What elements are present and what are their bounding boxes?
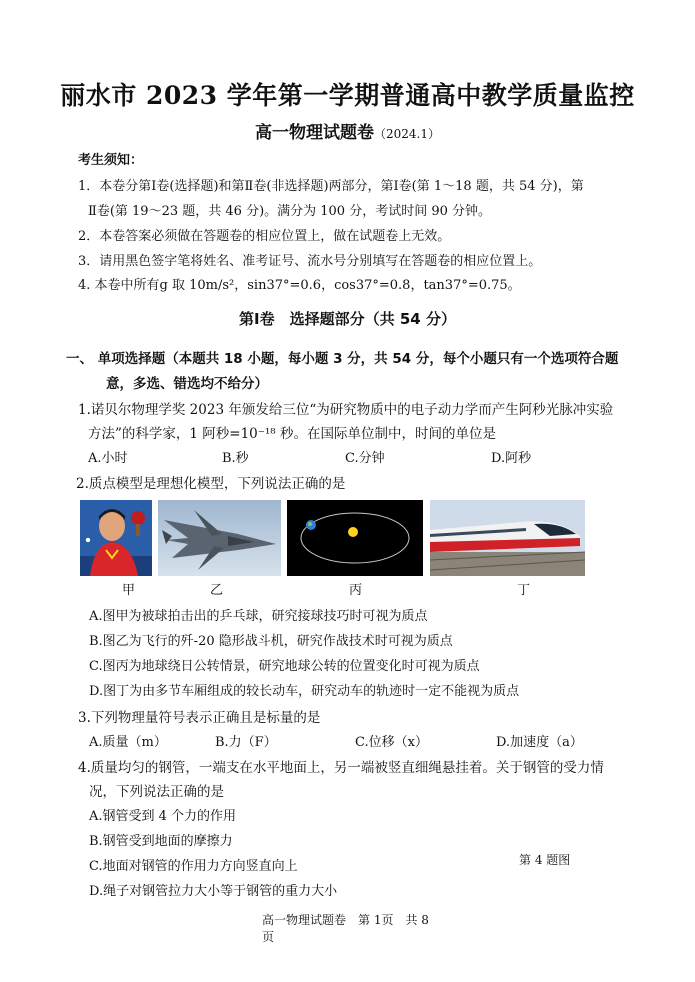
q1-option-b: B.秒 — [222, 451, 249, 466]
caption-ding: 丁 — [517, 583, 531, 598]
q1-option-c: C.分钟 — [345, 451, 385, 466]
q3-option-a: A.质量（m） — [89, 735, 167, 750]
notice-line-1: 1．本卷分第Ⅰ卷(选择题)和第Ⅱ卷(非选择题)两部分，第Ⅰ卷(第 1～18 题，共 54 分)，第 — [78, 179, 584, 194]
question-1-line-2: 方法”的科学家，1 阿秒=10⁻¹⁸ 秒。在国际单位制中，时间的单位是 — [88, 426, 497, 442]
question-4-line-1: 4.质量均匀的钢管，一端支在水平地面上，另一端被竖直细绳悬挂着。关于钢管的受力情 — [78, 760, 604, 776]
q4-option-a: A.钢管受到 4 个力的作用 — [89, 809, 237, 824]
q2-option-c: C.图丙为地球绕日公转情景，研究地球公转的位置变化时可视为质点 — [89, 659, 480, 674]
page-title: 丽水市 2023 学年第一学期普通高中教学质量监控 — [60, 81, 635, 110]
question-1-line-1: 1.诺贝尔物理学奖 2023 年颁发给三位“为研究物质中的电子动力学而产生阿秒光脉冲实验 — [78, 402, 614, 418]
fighter-jet-photo — [158, 500, 281, 576]
part-instruction-line-2: 意，多选、错选均不给分） — [106, 376, 268, 392]
question-4-line-2: 况，下列说法正确的是 — [89, 784, 224, 800]
q1-option-a: A.小时 — [88, 451, 128, 466]
figure-4-label: 第 4 题图 — [519, 853, 571, 867]
q3-option-b: B.力（F） — [215, 735, 277, 750]
subtitle-text: 高一物理试题卷 — [255, 123, 374, 143]
notice-line-3: 3．请用黑色签字笔将姓名、准考证号、流水号分别填写在答题卷的相应位置上。 — [78, 254, 542, 269]
notice-heading: 考生须知： — [78, 153, 144, 168]
section-title: 第Ⅰ卷 选择题部分（共 54 分） — [239, 310, 456, 328]
footer-page-line-2: 页 — [262, 930, 275, 944]
part-instruction-line-1: 一、 单项选择题（本题共 18 小题，每小题 3 分，共 54 分，每个小题只有一个选项符合题 — [66, 351, 619, 367]
question-3-stem: 3.下列物理量符号表示正确且是标量的是 — [78, 710, 321, 726]
exam-date: （2024.1） — [374, 127, 440, 141]
caption-yi: 乙 — [210, 583, 224, 598]
earth-orbit-diagram — [287, 500, 423, 576]
table-tennis-photo — [80, 500, 152, 576]
q4-option-c: C.地面对钢管的作用力方向竖直向上 — [89, 859, 298, 874]
caption-bing: 丙 — [349, 583, 363, 598]
notice-line-1b: Ⅱ卷(第 19～23 题，共 46 分)。满分为 100 分，考试时间 90 分钟。 — [88, 204, 492, 219]
notice-line-2: 2．本卷答案必须做在答题卷的相应位置上，做在试题卷上无效。 — [78, 229, 451, 244]
paper-subtitle — [0, 118, 695, 143]
caption-jia: 甲 — [122, 583, 136, 598]
q2-option-d: D.图丁为由多节车厢组成的较长动车，研究动车的轨迹时一定不能视为质点 — [89, 684, 520, 699]
q2-option-b: B.图乙为飞行的歼-20 隐形战斗机，研究作战技术时可视为质点 — [89, 634, 453, 649]
question-2-stem: 2.质点模型是理想化模型，下列说法正确的是 — [76, 476, 346, 492]
q2-option-a: A.图甲为被球拍击出的乒乓球，研究接球技巧时可视为质点 — [89, 609, 428, 624]
q4-option-b: B.钢管受到地面的摩擦力 — [89, 834, 233, 849]
footer-page-line-1: 高一物理试题卷 第 1页 共 8 — [262, 913, 429, 927]
notice-line-4: 4. 本卷中所有g 取 10m/s²，sin37°=0.6，cos37°=0.8，tan37°=0.75。 — [78, 278, 521, 293]
q3-option-c: C.位移（x） — [355, 735, 428, 750]
q3-option-d: D.加速度（a） — [496, 735, 583, 750]
q1-option-d: D.阿秒 — [491, 451, 532, 466]
high-speed-train-photo — [430, 500, 585, 576]
q4-option-d: D.绳子对钢管拉力大小等于钢管的重力大小 — [89, 884, 338, 899]
